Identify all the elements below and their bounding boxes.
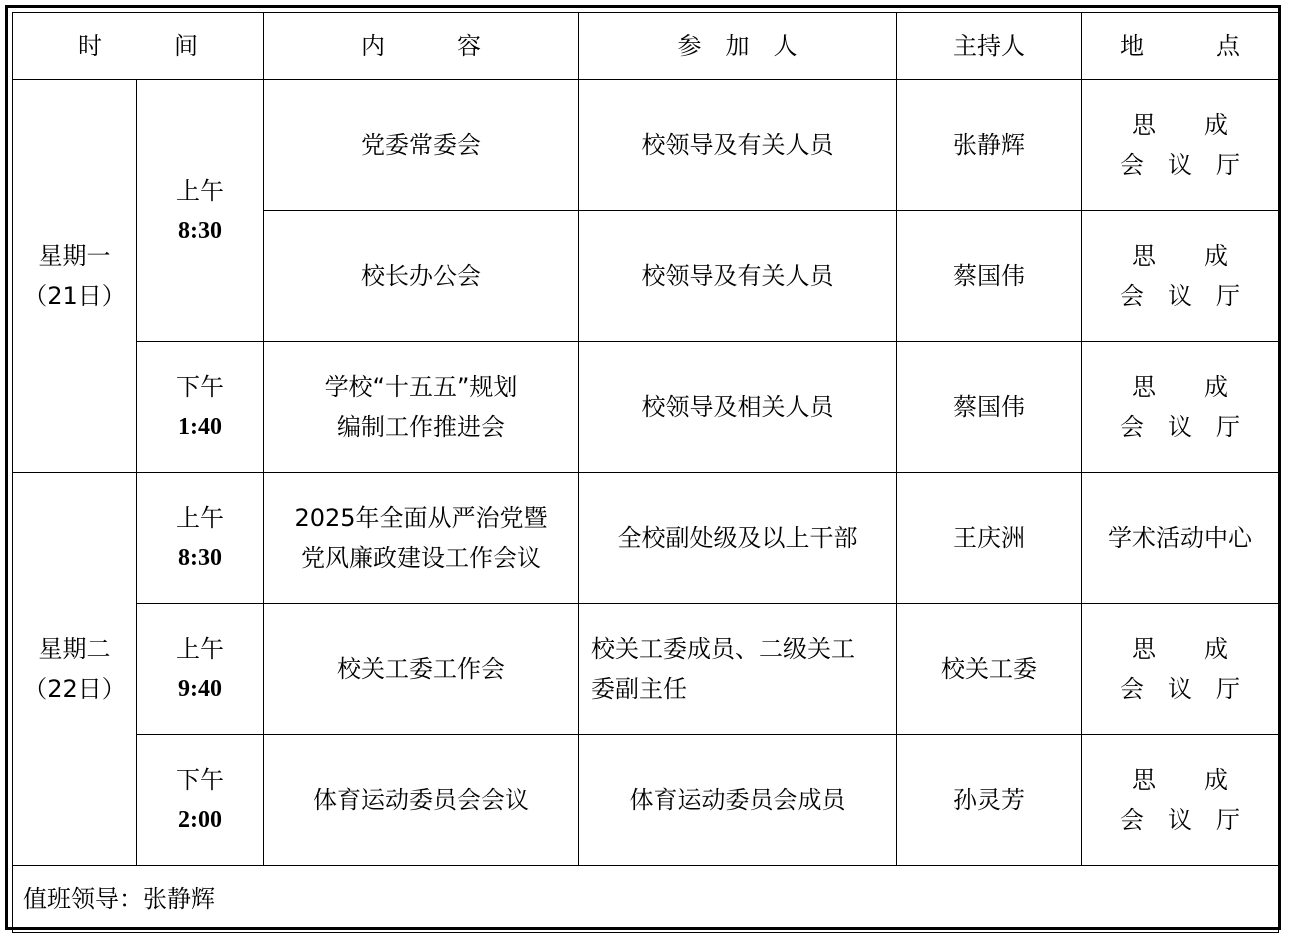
time-label: 8:30 <box>178 545 222 571</box>
period-label: 上午 <box>176 504 224 532</box>
participants-cell: 全校副处级及以上干部 <box>579 473 897 604</box>
date-label: （22日） <box>23 675 126 703</box>
content-cell: 校长办公会 <box>264 211 579 342</box>
location-line1: 思 成 <box>1132 766 1228 794</box>
location-cell <box>1082 735 1279 866</box>
time-cell <box>137 342 264 473</box>
table-row <box>13 80 1279 211</box>
header-time: 时 间 <box>13 13 264 80</box>
header-location: 地 点 <box>1082 13 1279 80</box>
time-cell <box>137 604 264 735</box>
period-label: 上午 <box>176 635 224 663</box>
participants-cell: 体育运动委员会成员 <box>579 735 897 866</box>
host-cell: 蔡国伟 <box>897 211 1082 342</box>
time-label: 8:30 <box>178 217 222 244</box>
date-label: （21日） <box>23 282 126 310</box>
period-label: 上午 <box>176 176 224 205</box>
participants-cell: 校领导及相关人员 <box>579 342 897 473</box>
table-row <box>13 342 1279 473</box>
content-cell: 校关工委工作会 <box>264 604 579 735</box>
participants-line2: 委副主任 <box>591 675 687 703</box>
content-cell <box>264 342 579 473</box>
location-line2: 会 议 厅 <box>1120 413 1240 441</box>
location-line1: 思 成 <box>1132 242 1228 270</box>
schedule-table <box>12 12 1279 933</box>
time-cell <box>137 473 264 604</box>
participants-cell <box>579 604 897 735</box>
host-cell: 孙灵芳 <box>897 735 1082 866</box>
host-cell: 王庆洲 <box>897 473 1082 604</box>
host-cell: 张静辉 <box>897 80 1082 211</box>
day-cell-tuesday <box>13 473 137 866</box>
participants-cell: 校领导及有关人员 <box>579 80 897 211</box>
location-cell: 学术活动中心 <box>1082 473 1279 604</box>
duty-leader: 值班领导：张静辉 <box>13 866 1279 933</box>
host-cell: 校关工委 <box>897 604 1082 735</box>
location-line1: 思 成 <box>1132 635 1228 663</box>
location-line2: 会 议 厅 <box>1120 675 1240 703</box>
content-cell <box>264 473 579 604</box>
table-row <box>13 604 1279 735</box>
header-row <box>13 13 1279 80</box>
location-cell <box>1082 342 1279 473</box>
period-label: 下午 <box>176 373 224 401</box>
location-line1: 思 成 <box>1132 111 1228 139</box>
location-cell <box>1082 604 1279 735</box>
time-label: 1:40 <box>178 414 222 440</box>
day-label: 星期二 <box>38 635 111 663</box>
host-cell: 蔡国伟 <box>897 342 1082 473</box>
header-participants: 参 加 人 <box>579 13 897 80</box>
location-line2: 会 议 厅 <box>1120 282 1240 310</box>
content-cell: 党委常委会 <box>264 80 579 211</box>
participants-cell: 校领导及有关人员 <box>579 211 897 342</box>
period-label: 下午 <box>176 766 224 794</box>
content-line1: 学校“十五五”规划 <box>324 373 518 401</box>
time-cell <box>137 735 264 866</box>
table-row <box>13 735 1279 866</box>
content-line1: 2025年全面从严治党暨 <box>294 504 548 532</box>
table-row <box>13 473 1279 604</box>
content-line2: 党风廉政建设工作会议 <box>301 544 541 572</box>
time-label: 2:00 <box>178 807 222 833</box>
day-label: 星期一 <box>38 242 111 270</box>
time-cell <box>137 80 264 342</box>
footer-row <box>13 866 1279 933</box>
content-line2: 编制工作推进会 <box>337 413 505 441</box>
participants-line1: 校关工委成员、二级关工 <box>591 635 855 663</box>
header-host: 主持人 <box>897 13 1082 80</box>
location-line1: 思 成 <box>1132 373 1228 401</box>
header-content: 内 容 <box>264 13 579 80</box>
location-cell <box>1082 80 1279 211</box>
location-cell <box>1082 211 1279 342</box>
location-line2: 会 议 厅 <box>1120 151 1240 179</box>
day-cell-monday <box>13 80 137 473</box>
content-cell: 体育运动委员会会议 <box>264 735 579 866</box>
location-line2: 会 议 厅 <box>1120 806 1240 834</box>
time-label: 9:40 <box>178 676 222 702</box>
